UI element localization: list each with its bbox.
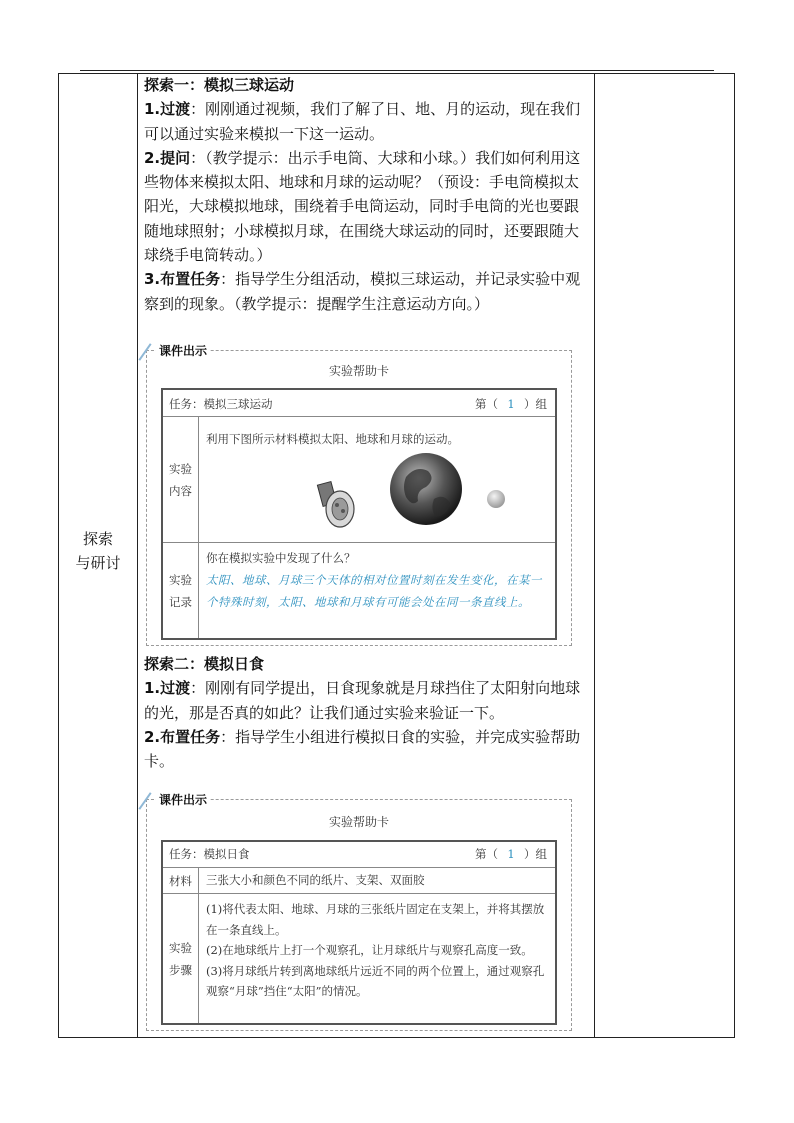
card1-record-question: 你在模拟实验中发现了什么？ <box>206 551 356 565</box>
card2-material-row <box>163 867 555 893</box>
part1-question: 2.提问：（教学提示：出示手电筒、大球和小球。）我们如何利用这些物体来模拟太阳、地球和月球的运动呢？（预设：手电筒模拟太阳光，大球模拟地球，围绕着手电筒运动，同时手电筒的光也要跟随地球照射；小球模拟月球，在围绕大球运动的同时，还要跟随大球绕手电筒转动。） <box>144 148 581 265</box>
card1-content-row <box>163 416 555 542</box>
card1-group: 第（ 1 ）组 <box>475 397 547 411</box>
earth-ball-icon <box>390 453 462 525</box>
card2-title: 实验帮助卡 <box>328 815 389 829</box>
card1-record-label: 实验 记录 <box>163 543 199 638</box>
card2-material-label: 材料 <box>163 868 199 893</box>
card1-content-text: 利用下图所示材料模拟太阳、地球和月球的运动。 <box>206 432 459 446</box>
card1-record-row <box>163 542 555 638</box>
card2-step-1: (1)将代表太阳、地球、月球的三张纸片固定在支架上，并将其摆放在一条直线上。 <box>206 902 545 937</box>
section-label: 探索 与研讨 <box>75 530 121 572</box>
moon-ball-icon <box>487 490 505 508</box>
card1-task-row: 任务：模拟三球运动 第（ 1 ）组 <box>169 397 547 411</box>
header-rule <box>80 70 714 71</box>
part1-transition: 1.过渡：刚刚通过视频，我们了解了日、地、月的运动，现在我们可以通过实验来模拟一下这一运动。 <box>144 100 581 143</box>
part2-content <box>144 652 588 773</box>
card2-group: 第（ 1 ）组 <box>475 847 547 861</box>
card2-material-text: 三张大小和颜色不同的纸片、支架、双面胶 <box>206 873 425 887</box>
part2-task: 2.布置任务：指导学生小组进行模拟日食的实验，并完成实验帮助卡。 <box>144 727 581 771</box>
card2-steps-label: 实验 步骤 <box>163 894 199 1023</box>
card2-step-3: (3)将月球纸片转到离地球纸片远近不同的两个位置上，通过观察孔观察“月球”挡住“太阳”的情况。 <box>206 963 545 998</box>
three-body-illustration <box>306 447 566 537</box>
flashlight-icon <box>317 482 354 527</box>
part1-heading: 探索一：模拟三球运动 <box>144 76 295 94</box>
part2-heading: 探索二：模拟日食 <box>144 655 265 673</box>
card1-record-answer: 太阳、地球、月球三个天体的相对位置时刻在发生变化，在某一个特殊时刻，太阳、地球和月球有可能会处在同一条直线上。 <box>206 573 542 609</box>
column-divider-right <box>594 73 595 1038</box>
card2-tag: 课件出示 <box>156 793 210 807</box>
part2-transition: 1.过渡：刚刚有同学提出，日食现象就是月球挡住了太阳射向地球的光，那是否真的如此？让我们通过实验来验证一下。 <box>144 679 581 722</box>
part1-content <box>144 73 588 316</box>
card2-table <box>161 840 557 1025</box>
card2-steps-row <box>163 893 555 1023</box>
card1-title: 实验帮助卡 <box>328 364 389 378</box>
part1-task: 3.布置任务：指导学生分组活动，模拟三球运动，并记录实验中观察到的现象。（教学提示：提醒学生注意运动方向。） <box>144 270 581 313</box>
card1-content-label: 实验 内容 <box>163 417 199 542</box>
card2-step-2: (2)在地球纸片上打一个观察孔，让月球纸片与观察孔高度一致。 <box>206 943 533 957</box>
card2-task-row: 任务：模拟日食 第（ 1 ）组 <box>169 847 547 861</box>
card1-table <box>161 388 557 640</box>
card1-tag: 课件出示 <box>156 344 210 358</box>
